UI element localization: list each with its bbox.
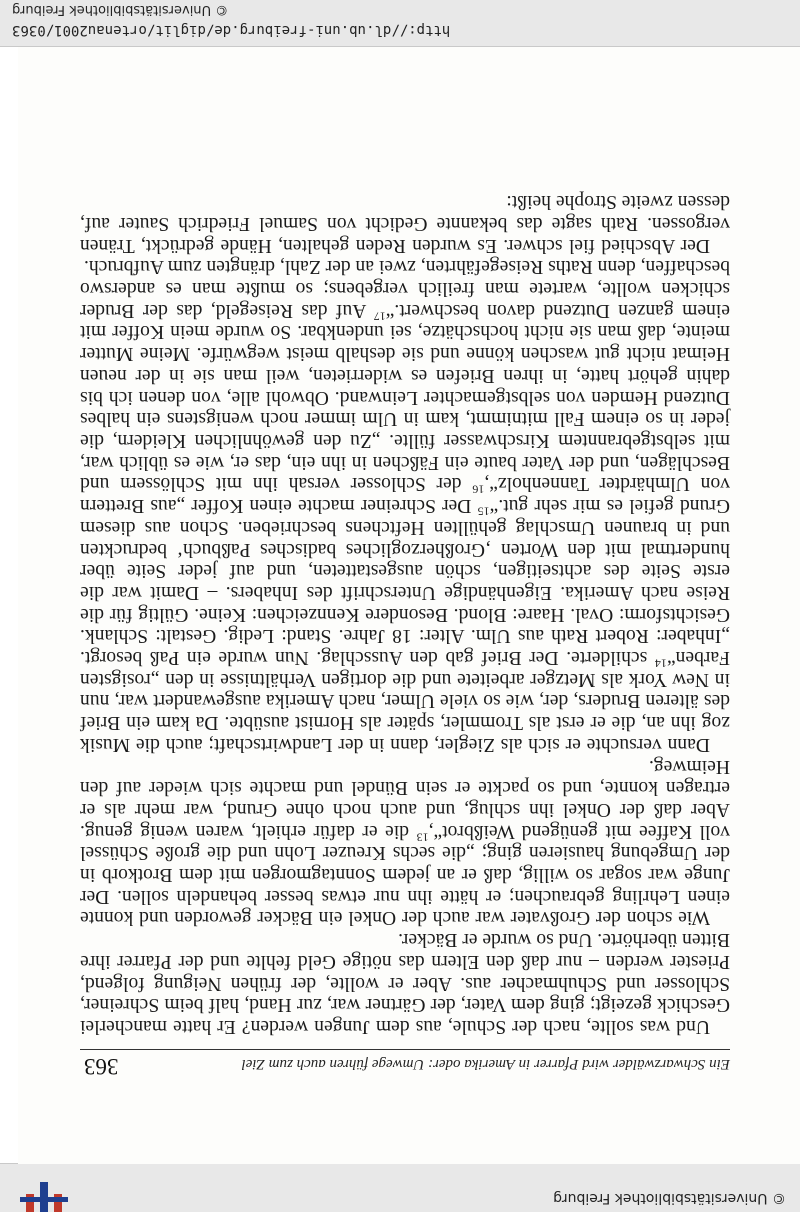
permalink-url[interactable]: http://dl.ub.uni-freiburg.de/diglit/ortenau2001/0363: [12, 22, 451, 38]
footnote-ref: 13: [416, 830, 429, 845]
copyright-notice: © Universitätsbibliothek Freiburg: [12, 2, 229, 17]
book-page: [80, 191, 730, 1082]
running-header: [80, 1049, 730, 1082]
page-body: [80, 191, 730, 1037]
footnote-ref: 14: [654, 656, 667, 671]
paragraph-2: Wie schon der Großvater war auch der Onkel ein Bäcker geworden und konnte einen Lehrling gebrauchen; er hätte ihn nur etwas besser behandeln sollen. Der Junge war sogar so willig, daß er an jedem Sonntagmorgen mit dem Brotkorb in der Umgebung hausieren ging; „die sechs Kreuzer Lohn und die große Schüssel voll Kaffee mit genügend Weißbrot“,$^{13}$ die er dafür erhielt, waren wenig genug. Aber daß der Onkel ihn schlug, und auch noch ohne Grund, war mehr als er ertragen konnte, und so packte er sein Bündel und machte sich wieder auf den Heimweg.: [80, 755, 730, 929]
ub-freiburg-logo-icon: [14, 1182, 74, 1212]
running-title: Ein Schwarzwälder wird Pfarrer in Amerika oder: Umwege führen auch zum Ziel: [241, 1056, 730, 1072]
footnote-ref: 15: [477, 504, 490, 519]
footnote-ref: 17: [373, 309, 386, 324]
paragraph-3: Dann versuchte er sich als Ziegler, dann in der Landwirtschaft; auch die Musik zog ihn an, die er erst als Trommler, später als Hornist ausübte. Da kam ein Brief des älteren Bruders, der, wie so viele Ulmer, nach Amerika ausgewandert war, nun in New York als Metzger arbeitete und die dortigen Verhältnisse in den „rosigsten Farben“$^{14}$ schilderte. Der Brief gab den Ausschlag. Nun wurde ein Paß besorgt. „Inhaber: Robert Rath aus Ulm. Alter: 18 Jahre. Stand: Ledig. Gestalt: Schlank. Gesichtsform: Oval. Haare: Blond. Besondere Kennzeichen: Keine. Gültig für die Reise nach Amerika. Eigenhändige Unterschrift des Inhabers. – Damit war die erste Seite des achtseitigen, schön ausgestatteten, und auf jeder Seite über hundertmal mit den Worten ‚Großherzogliches badisches Paßbuch‘ bedruckten und in braunen Umschlag gehüllten Heftchens beschrieben. Schon aus diesem Grund gefiel es mir sehr gut.“$^{15}$ Der Schreiner machte einen Koffer „aus Brettern von Ulmhärdter Tannenholz“,$^{16}$ der Schlosser versah ihn mit Schlössern und Beschlägen, und der Vater baute ein Fäßchen in ihn ein, das er, wie es üblich war, mit selbstgebranntem Kirschwasser füllte. „Zu den gewöhnlichen Kleidern, die jeder in so einem Fall mitnimmt, kam in Ulm immer noch wenigstens ein halbes Dutzend Hemden von selbstgemachter Leinwand. Obwohl alle, von denen ich bis dahin gehört hatte, in ihren Briefen es widerrieten, weil man sie in der neuen Heimat nicht gut waschen könne und sie deshalb meist wegwürfe. Meine Mutter meinte, daß man sie nicht hochschätze, sei undenkbar. So wurde mein Koffer mit einem ganzen Dutzend davon beschwert.“$^{17}$ Auf das Reisegeld, das der Bruder schicken wollte, wartete man freilich vergebens; so mußte man es anderswo beschaffen, denn Raths Reisegefährten, zwei an der Zahl, drängten zum Aufbruch.: [80, 256, 730, 755]
paragraph-4: Der Abschied fiel schwer. Es wurden Reden gehalten, Hände gedrückt, Tränen vergossen. Rath sagte das bekannte Gedicht von Samuel Friedrich Sauter auf, dessen zweite Strophe heißt:: [80, 191, 730, 256]
page-number: 363: [84, 1054, 119, 1079]
copyright-notice: © Universitätsbibliothek Freiburg: [553, 1190, 786, 1206]
scanned-page: [18, 46, 800, 1164]
viewer-bottom-bar: [0, 0, 800, 47]
footnote-ref: 16: [472, 482, 485, 497]
viewer-top-bar: [0, 1163, 800, 1212]
paragraph-1: Und was sollte, nach der Schule, aus dem Jungen werden? Er hatte mancherlei Geschick gezeigt; ging dem Vater, der Gärtner war, zur Hand, half beim Schreiner, Schlosser und Schuhmacher aus. Aber er wollte, der frühen Neigung folgend, Priester werden – nur daß den Eltern das nötige Geld fehlte und der Pfarrer ihre Bitten überhörte. Und so wurde er Bäcker.: [80, 929, 730, 1037]
